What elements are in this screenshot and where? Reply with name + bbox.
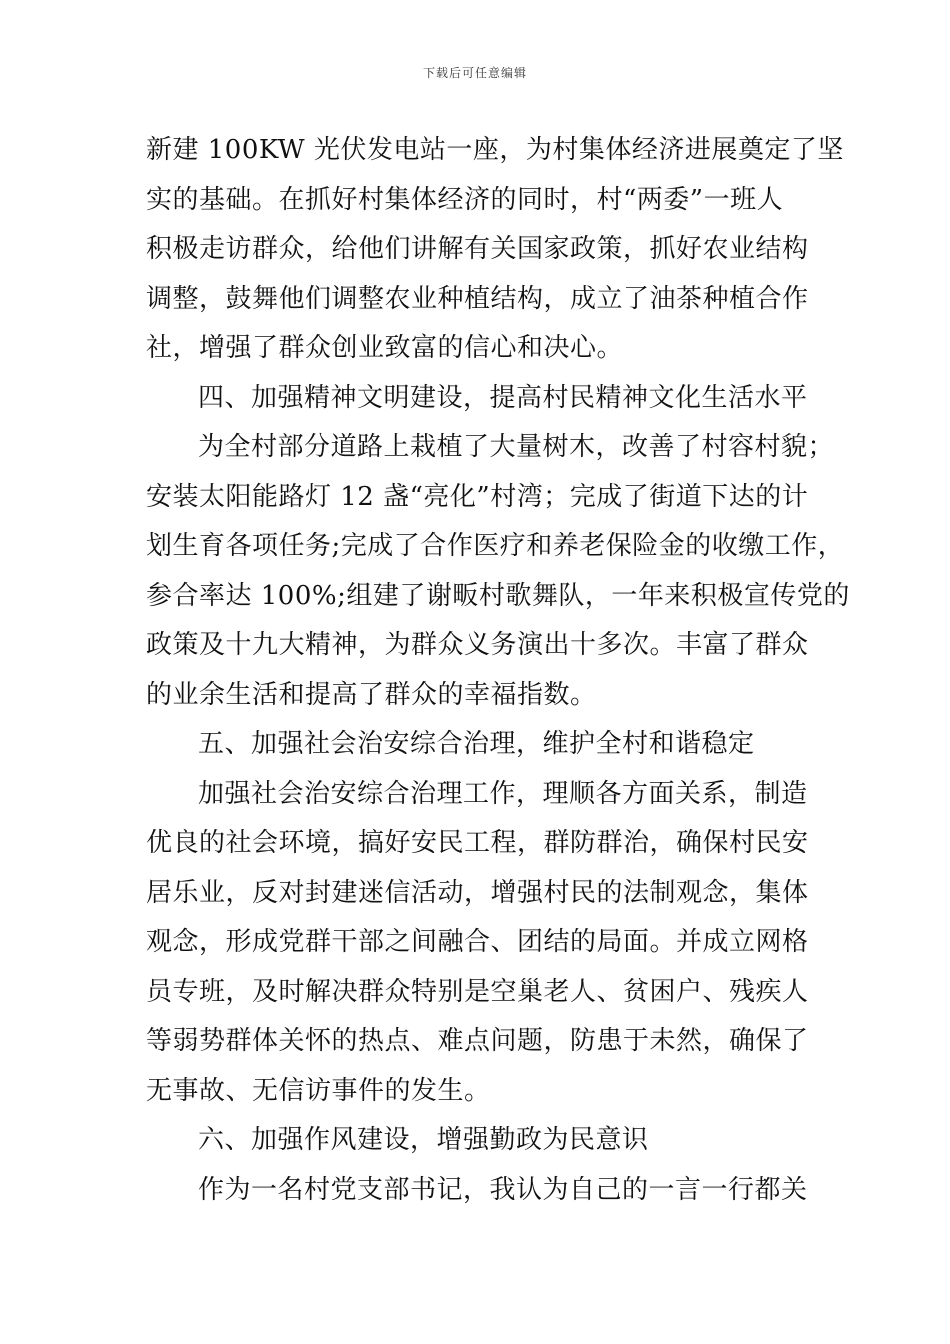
document-body xyxy=(146,126,850,1215)
text-line: 划生育各项任务;完成了合作医疗和养老保险金的收缴工作， xyxy=(146,531,845,561)
text-line: 安装太阳能路灯 12 盏“亮化”村湾；完成了街道下达的计 xyxy=(146,481,809,512)
text-line: 观念，形成党群干部之间融合、团结的局面。并成立网格 xyxy=(146,927,809,957)
text-line: 参合率达 100%;组建了谢畈村歌舞队，一年来积极宣传党的 xyxy=(146,580,850,611)
text-line: 作为一名村党支部书记，我认为自己的一言一行都关 xyxy=(198,1174,808,1205)
page-header: 下载后可任意编辑 xyxy=(422,66,527,80)
section-heading: 四、加强精神文明建设，提高村民精神文化生活水平 xyxy=(198,382,808,413)
text-line: 新建 100KW 光伏发电站一座，为村集体经济进展奠定了坚 xyxy=(146,135,844,165)
text-line: 员专班，及时解决群众特别是空巢老人、贫困户、残疾人 xyxy=(146,976,809,1007)
text-line: 积极走访群众，给他们讲解有关国家政策，抓好农业结构 xyxy=(146,234,809,264)
text-line: 等弱势群体关怀的热点、难点问题，防患于未然，确保了 xyxy=(146,1026,809,1056)
text-line: 政策及十九大精神，为群众义务演出十多次。丰富了群众 xyxy=(146,630,809,660)
text-line: 为全村部分道路上栽植了大量树木，改善了村容村貌； xyxy=(198,432,835,462)
text-line: 的业余生活和提高了群众的幸福指数。 xyxy=(146,679,597,710)
text-line: 调整，鼓舞他们调整农业种植结构，成立了油茶种植合作 xyxy=(146,283,809,314)
section-heading: 五、加强社会治安综合治理，维护全村和谐稳定 xyxy=(198,729,755,759)
section-heading: 六、加强作风建设，增强勤政为民意识 xyxy=(198,1125,649,1155)
text-line: 居乐业，反对封建迷信活动，增强村民的法制观念，集体 xyxy=(146,877,809,908)
text-line: 加强社会治安综合治理工作，理顺各方面关系，制造 xyxy=(198,778,808,809)
text-line: 无事故、无信访事件的发生。 xyxy=(146,1075,491,1106)
text-line: 社，增强了群众创业致富的信心和决心。 xyxy=(146,333,624,363)
text-line: 实的基础。在抓好村集体经济的同时，村“两委”一班人 xyxy=(146,184,784,215)
text-line: 优良的社会环境，搞好安民工程，群防群治，确保村民安 xyxy=(146,828,809,858)
